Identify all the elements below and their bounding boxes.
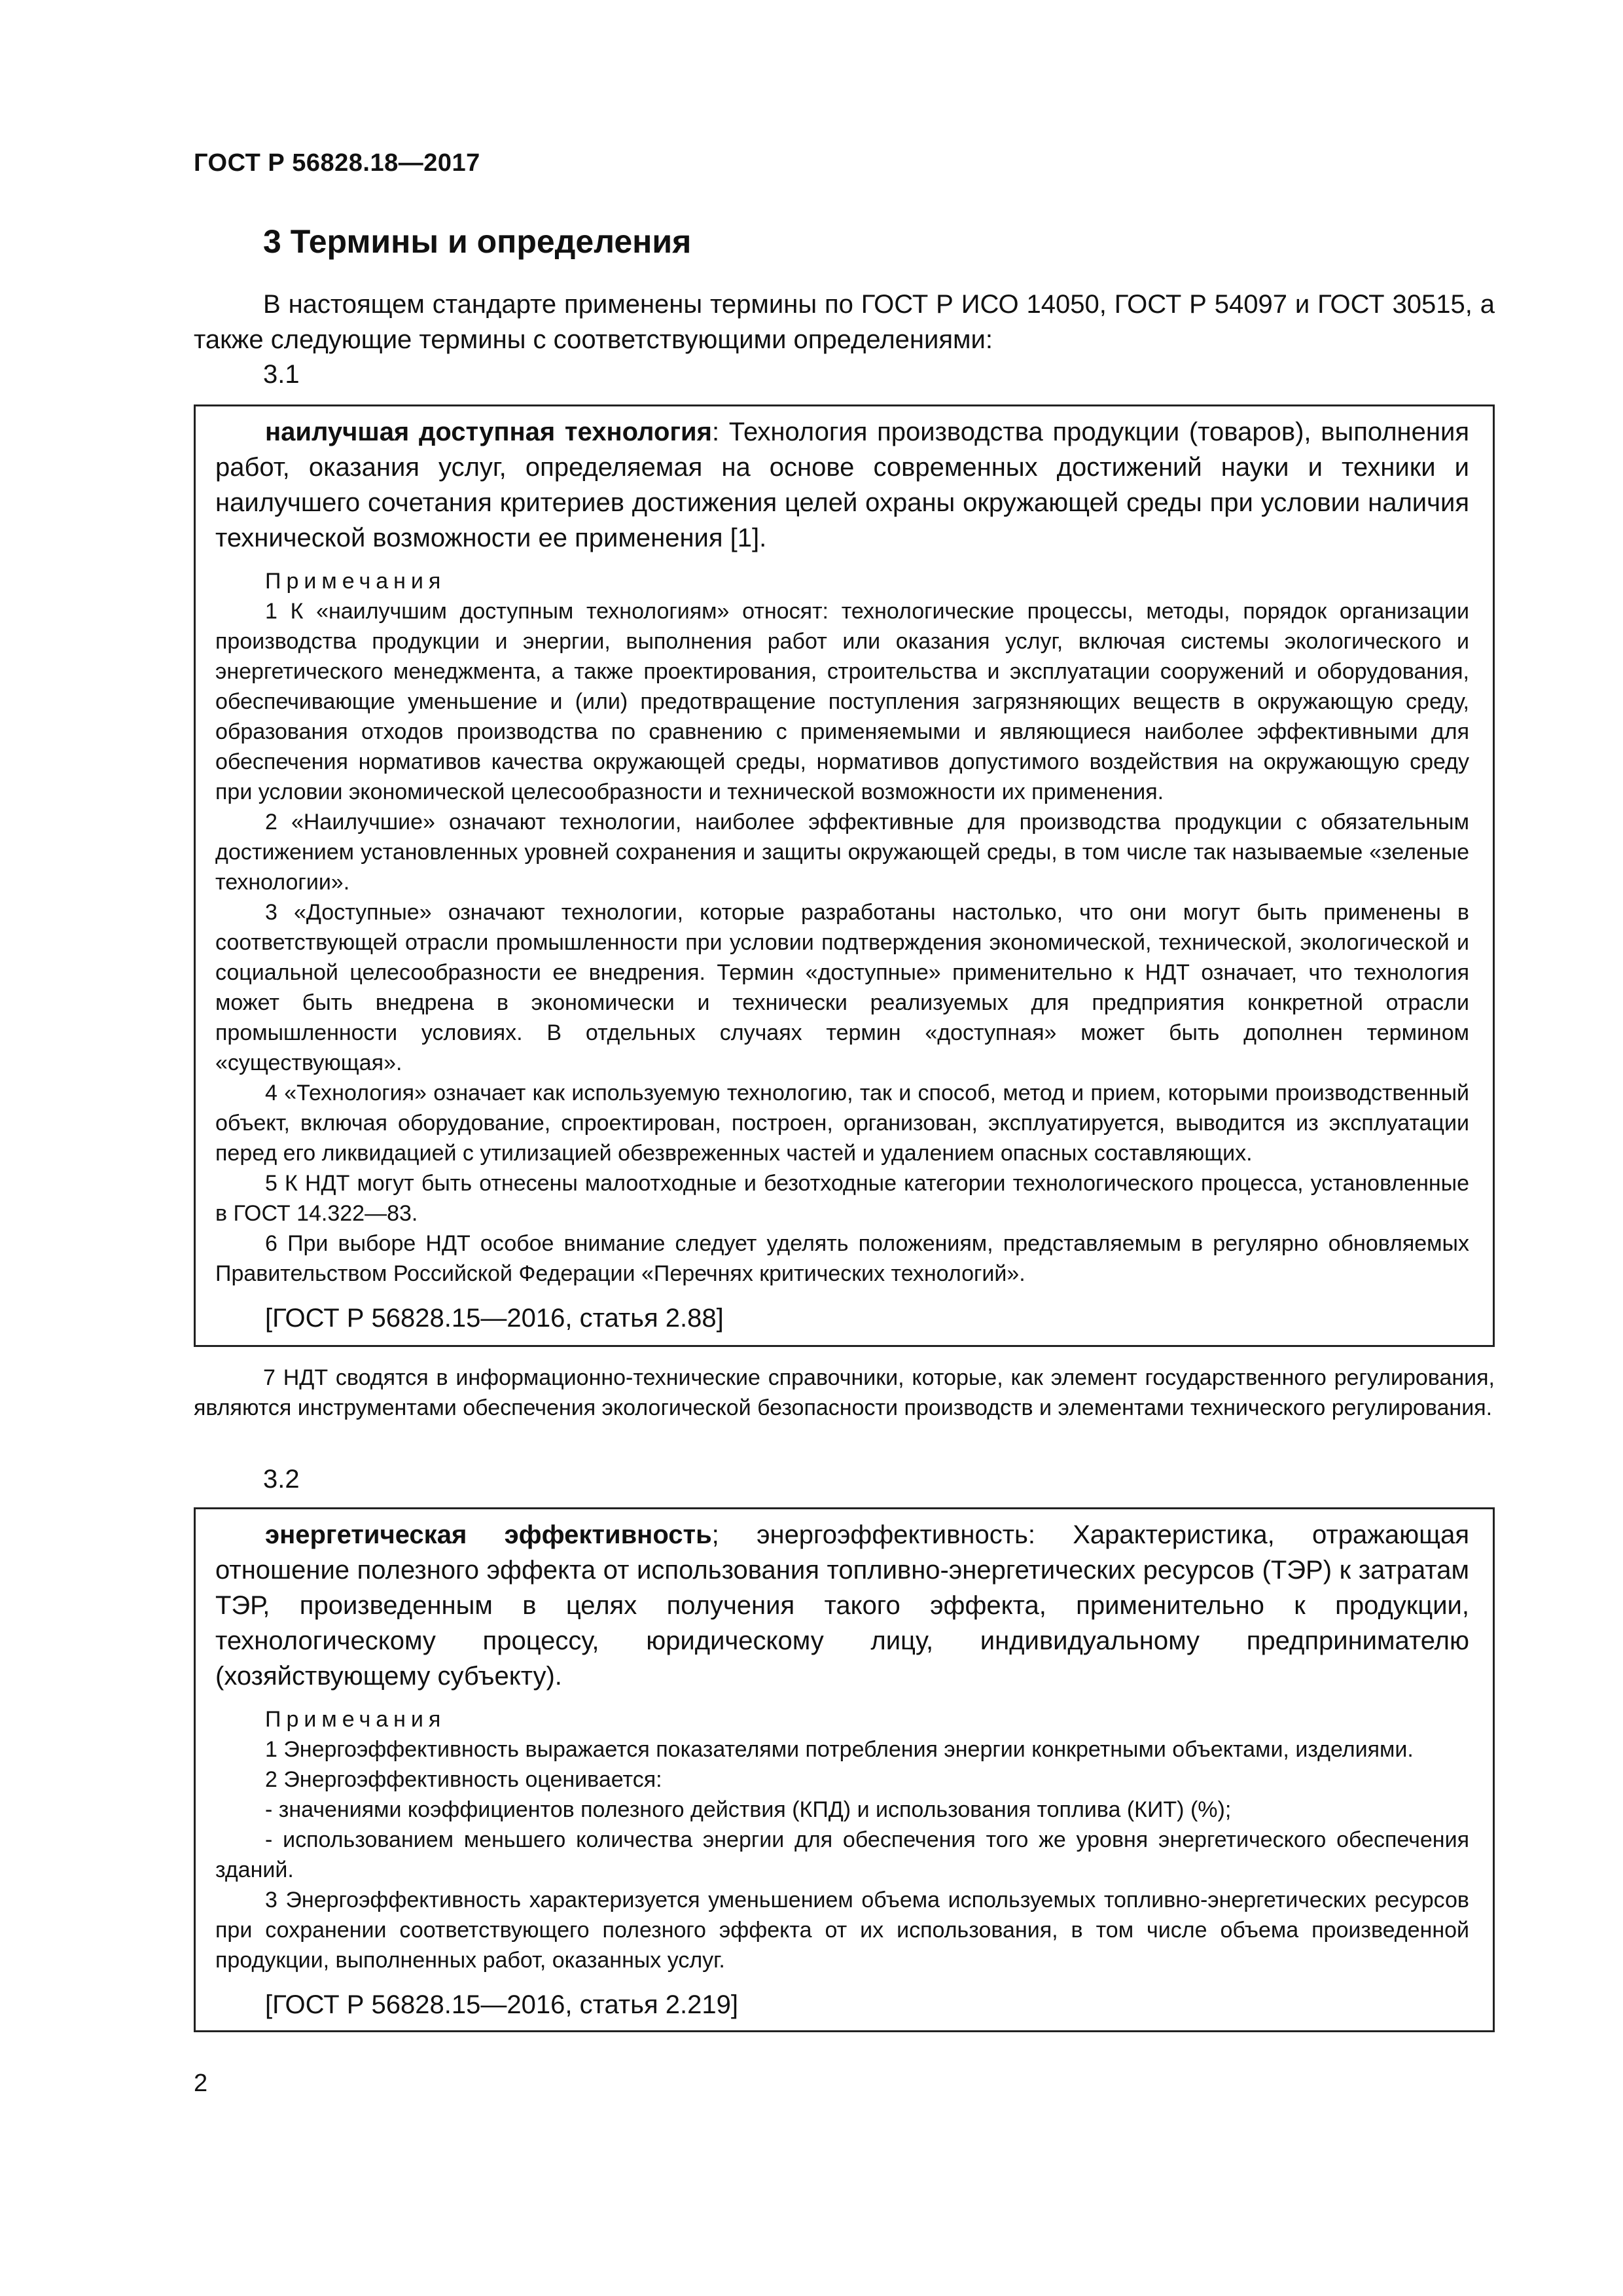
note-2-item-a: - значениями коэффициентов полезного действия (КПД) и использования топлива (КИТ) (%); — [265, 1797, 1232, 1822]
note-3: 3 «Доступные» означают технологии, которые разработаны настолько, что они могут быть применены в соответствующей отрасли промышленности при условии подтверждения экономической, технической, экологической и социальной целесообразности ее внедрения. Термин «доступные» применительно к НДТ означает, что технология может быть внедрена в экономически и технически реализуемых для предприятия конкретной отрасли промышленности условиях. В отдельных случаях термин «доступная» может быть дополнен термином «существующая». — [215, 900, 1469, 1075]
term-box-best-available-technology — [194, 404, 1495, 1347]
term-name: энергетическая эффективность — [265, 1520, 712, 1549]
term-source-reference: [ГОСТ Р 56828.15—2016, статья 2.219] — [265, 1990, 738, 2019]
note-7-text: 7 НДТ сводятся в информационно-технические справочники, которые, как элемент государственного регулирования, являются инструментами обеспечения экологической безопасности производств и элементами технического регулирования. — [194, 1365, 1495, 1420]
note-6: 6 При выборе НДТ особое внимание следует уделять положениям, представляемым в регулярно обновляемых Правительством Российской Федерации «Перечнях критических технологий». — [215, 1231, 1469, 1286]
note-3: 3 Энергоэффективность характеризуется уменьшением объема используемых топливно-энергетических ресурсов при сохранении соответствующего полезного эффекта от их использования, в том числе объема произведенной продукции, выполненных работ, оказанных услуг. — [215, 1888, 1469, 1973]
page-number: 2 — [194, 2070, 208, 2097]
note-1: 1 К «наилучшим доступным технологиям» относят: технологические процессы, методы, порядок организации производства продукции и энергии, выполнения работ или оказания услуг, включая системы экологического и энергетического менеджмента, а также проектирования, строительства и эксплуатации сооружений и оборудования, обеспечивающие уменьшение и (или) предотвращение поступления загрязняющих веществ в окружающую среду, образования отходов производства по сравнению с применяемыми и являющиеся наиболее эффективными для обеспечения нормативов качества окружающей среды, нормативов допустимого воздействия на окружающую среду при условии экономической целесообразности и технической возможности их применения. — [215, 599, 1469, 804]
term-name: наилучшая доступная технология — [265, 418, 712, 446]
notes-heading: Примечания — [265, 569, 446, 594]
note-2: 2 «Наилучшие» означают технологии, наиболее эффективные для производства продукции с обязательным достижением установленных уровней сохранения и защиты окружающей среды, в том числе так называемые «зеленые технологии». — [215, 810, 1469, 895]
note-7 — [194, 1363, 1495, 1423]
intro-paragraph: В настоящем стандарте применены термины по ГОСТ Р ИСО 14050, ГОСТ Р 54097 и ГОСТ 30515, а также следующие термины с соответствующими определениями: — [194, 290, 1495, 354]
clause-number-3-1: 3.1 — [263, 360, 300, 389]
term-separator: ; — [711, 1520, 757, 1549]
note-2-item-b: - использованием меньшего количества энергии для обеспечения того же уровня энергетического обеспечения зданий. — [215, 1827, 1469, 1882]
note-1: 1 Энергоэффективность выражается показателями потребления энергии конкретными объектами, изделиями. — [265, 1737, 1414, 1762]
term-definition — [215, 414, 1469, 556]
clause-number-3-2: 3.2 — [263, 1465, 300, 1494]
term-separator: : — [711, 418, 729, 446]
section-title: 3 Термины и определения — [263, 223, 692, 260]
notes-heading: Примечания — [265, 1707, 446, 1732]
definition-text: энергоэффективность: Характеристика, отражающая отношение полезного эффекта от использования топливно-энергетических ресурсов (ТЭР) к затратам ТЭР, произведенным в целях получения такого эффекта, применительно к продукции, технологическому процессу, юридическому лицу, индивидуальному предпринимателю (хозяйствующему субъекту). — [215, 1520, 1469, 1691]
term-source-reference: [ГОСТ Р 56828.15—2016, статья 2.88] — [265, 1304, 724, 1333]
document-code-header: ГОСТ Р 56828.18—2017 — [194, 149, 480, 177]
term-box-energy-efficiency — [194, 1507, 1495, 2032]
term-definition — [215, 1517, 1469, 1694]
note-5: 5 К НДТ могут быть отнесены малоотходные и безотходные категории технологического процесса, установленные в ГОСТ 14.322—83. — [215, 1171, 1469, 1226]
note-2: 2 Энергоэффективность оценивается: — [265, 1767, 662, 1792]
definition-text: Технология производства продукции (товаров), выполнения работ, оказания услуг, определяемая на основе современных достижений науки и техники и наилучшего сочетания критериев достижения целей охраны окружающей среды при условии наличия технической возможности ее применения [1]. — [215, 418, 1469, 552]
note-4: 4 «Технология» означает как используемую технологию, так и способ, метод и прием, которыми производственный объект, включая оборудование, спроектирован, построен, организован, эксплуатируется, выводится из эксплуатации перед его ликвидацией с утилизацией обезвреженных частей и удалением опасных составляющих. — [215, 1081, 1469, 1166]
section-intro — [194, 287, 1495, 357]
